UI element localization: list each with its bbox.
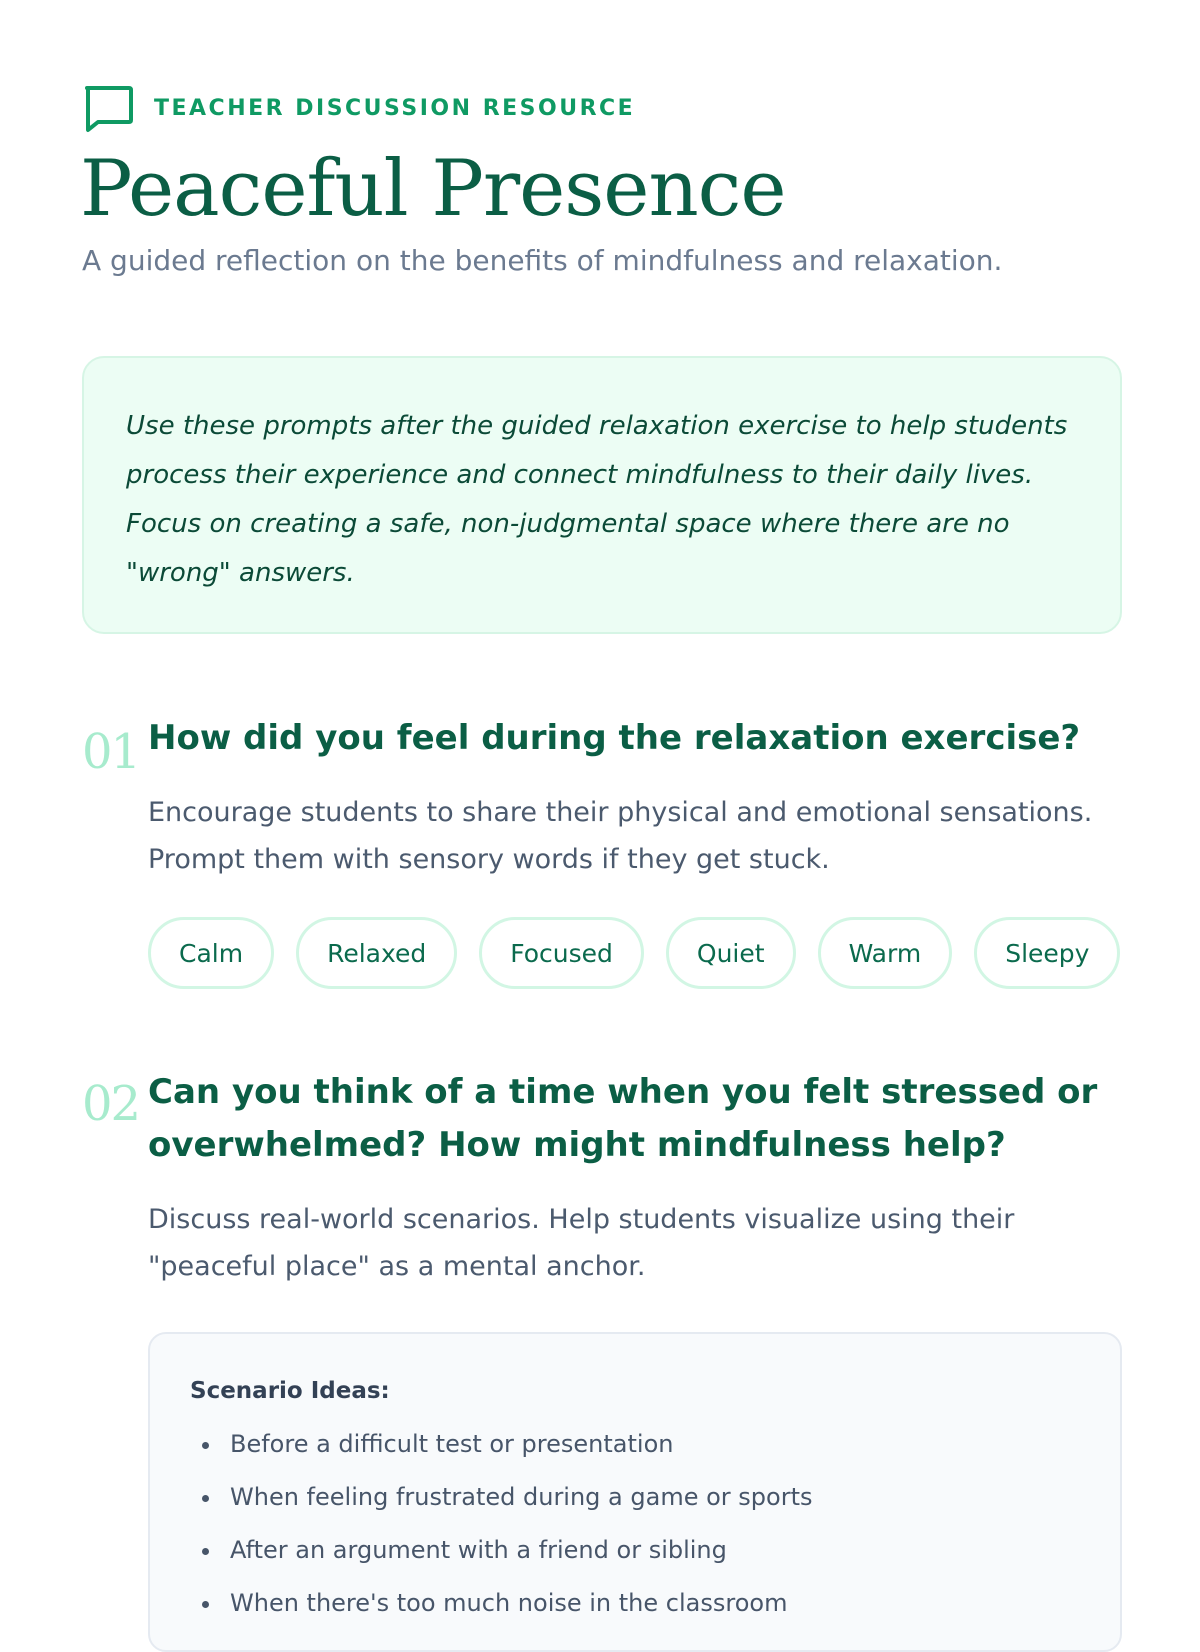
tag-relaxed[interactable]: Relaxed	[296, 917, 457, 989]
tag-calm[interactable]: Calm	[148, 917, 274, 989]
question-body	[148, 1066, 1122, 1652]
question-number: 02	[82, 1076, 140, 1132]
question-title: How did you feel during the relaxation exercise?	[148, 718, 1081, 758]
page-subtitle: A guided reflection on the benefits of mindfulness and relaxation.	[82, 244, 1003, 277]
page-title: Peaceful Presence	[80, 144, 786, 234]
eyebrow	[82, 84, 635, 132]
question-number: 01	[82, 724, 140, 780]
question-body	[148, 712, 1122, 989]
sensory-word-tags	[148, 917, 1122, 989]
list-item: After an argument with a friend or sibling	[190, 1524, 1080, 1577]
question-title: Can you think of a time when you felt stressed or overwhelmed? How might mindfulness help?	[148, 1072, 1098, 1165]
eyebrow-label: TEACHER DISCUSSION RESOURCE	[154, 95, 636, 121]
tag-focused[interactable]: Focused	[479, 917, 644, 989]
list-item: Before a difficult test or presentation	[190, 1418, 1080, 1471]
list-item: When there's too much noise in the classroom	[190, 1577, 1080, 1630]
tag-quiet[interactable]: Quiet	[666, 917, 796, 989]
scenario-title: Scenario Ideas:	[190, 1378, 390, 1404]
scenario-list	[190, 1418, 1080, 1630]
question-description: Encourage students to share their physical and emotional sensations. Prompt them with sensory words if they get stuck.	[148, 797, 1093, 875]
chat-bubble-icon	[82, 83, 134, 133]
tag-sleepy[interactable]: Sleepy	[974, 917, 1120, 989]
scenario-ideas-box	[148, 1332, 1122, 1652]
tag-warm[interactable]: Warm	[818, 917, 953, 989]
intro-text: Use these prompts after the guided relaxation exercise to help students process their experience and connect mindfulness to their daily lives. Focus on creating a safe, non-judgmental space where there are no "wrong" answers.	[126, 411, 1068, 588]
list-item: When feeling frustrated during a game or sports	[190, 1471, 1080, 1524]
question-description: Discuss real-world scenarios. Help students visualize using their "peaceful place" as a mental anchor.	[148, 1204, 1015, 1282]
intro-callout	[82, 356, 1122, 634]
